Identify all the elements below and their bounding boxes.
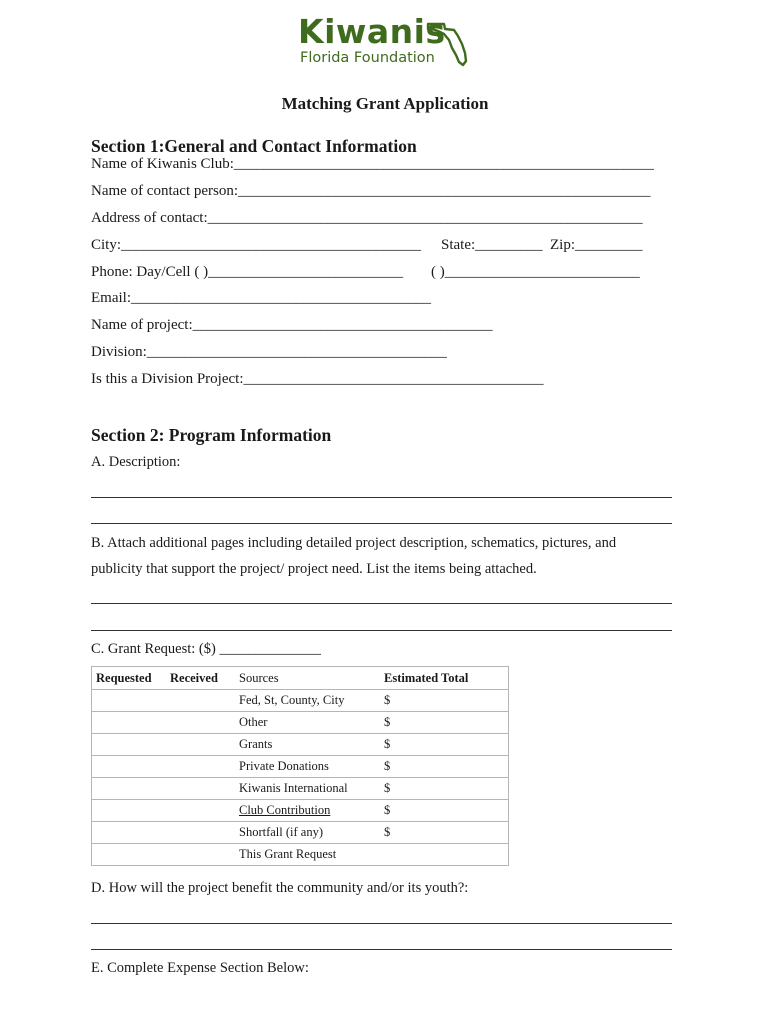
division-project-field[interactable]: Is this a Division Project:________________________________________ (91, 371, 544, 387)
requested-cell[interactable] (92, 756, 167, 778)
table-row (92, 778, 509, 800)
requested-cell[interactable] (92, 690, 167, 712)
club-name-field[interactable]: Name of Kiwanis Club:________________________________________________________ (91, 156, 654, 172)
city-field[interactable]: City:________________________________________ (91, 237, 422, 253)
logo-wordmark: Kiwanis (298, 12, 446, 51)
received-cell[interactable] (166, 822, 235, 844)
source-cell: Other (235, 712, 380, 734)
source-cell: Club Contribution (235, 800, 380, 822)
table-row (92, 712, 509, 734)
community-benefit-question: D. How will the project benefit the community and/or its youth?: (91, 880, 469, 896)
source-cell: Fed, St, County, City (235, 690, 380, 712)
table-row (92, 822, 509, 844)
attachments-line-2[interactable] (91, 630, 672, 631)
table-row (92, 756, 509, 778)
total-cell[interactable] (380, 844, 509, 866)
logo-subtitle: Florida Foundation (300, 50, 435, 66)
total-cell[interactable]: $ (380, 822, 509, 844)
source-cell: Shortfall (if any) (235, 822, 380, 844)
total-cell[interactable]: $ (380, 756, 509, 778)
project-name-field[interactable]: Name of project:________________________________________ (91, 317, 493, 333)
section1-heading: Section 1:General and Contact Information (91, 136, 417, 156)
description-label: A. Description: (91, 454, 181, 470)
table-row (92, 690, 509, 712)
table-header-row (92, 667, 509, 690)
requested-cell[interactable] (92, 778, 167, 800)
grant-request-field[interactable]: C. Grant Request: ($) ______________ (91, 641, 321, 657)
division-field[interactable]: Division:________________________________________ (91, 344, 447, 360)
attachments-instruction-1: B. Attach additional pages including detailed project description, schematics, pictures, and (91, 535, 617, 551)
contact-address-field[interactable]: Address of contact:__________________________________________________________ (91, 210, 643, 226)
col-requested: Requested (92, 667, 167, 690)
col-sources: Sources (235, 667, 380, 690)
received-cell[interactable] (166, 734, 235, 756)
total-cell[interactable]: $ (380, 778, 509, 800)
table-row (92, 844, 509, 866)
section2-heading: Section 2: Program Information (91, 425, 332, 445)
source-cell: Private Donations (235, 756, 380, 778)
attachments-instruction-2: publicity that support the project/ project need. List the items being attached. (91, 561, 537, 577)
benefit-line-2[interactable] (91, 949, 672, 950)
col-estimated-total: Estimated Total (380, 667, 509, 690)
description-line-2[interactable] (91, 523, 672, 524)
table-row (92, 734, 509, 756)
grant-sources-table (91, 666, 509, 866)
state-field[interactable]: State:_________ (441, 237, 543, 253)
total-cell[interactable]: $ (380, 712, 509, 734)
description-line-1[interactable] (91, 497, 672, 498)
phone-day-field[interactable]: Phone: Day/Cell ( )__________________________ (91, 264, 404, 280)
zip-field[interactable]: Zip:_________ (550, 237, 643, 253)
source-cell: This Grant Request (235, 844, 380, 866)
received-cell[interactable] (166, 690, 235, 712)
col-received: Received (166, 667, 235, 690)
expense-section-instruction: E. Complete Expense Section Below: (91, 960, 309, 976)
contact-person-field[interactable]: Name of contact person:_______________________________________________________ (91, 183, 651, 199)
table-row (92, 800, 509, 822)
received-cell[interactable] (166, 778, 235, 800)
source-cell: Kiwanis International (235, 778, 380, 800)
received-cell[interactable] (166, 756, 235, 778)
total-cell[interactable]: $ (380, 734, 509, 756)
requested-cell[interactable] (92, 800, 167, 822)
total-cell[interactable]: $ (380, 690, 509, 712)
requested-cell[interactable] (92, 844, 167, 866)
benefit-line-1[interactable] (91, 923, 672, 924)
received-cell[interactable] (166, 844, 235, 866)
attachments-line-1[interactable] (91, 603, 672, 604)
source-cell: Grants (235, 734, 380, 756)
requested-cell[interactable] (92, 822, 167, 844)
received-cell[interactable] (166, 800, 235, 822)
received-cell[interactable] (166, 712, 235, 734)
phone-alt-field[interactable]: ( )__________________________ (431, 264, 640, 280)
requested-cell[interactable] (92, 734, 167, 756)
kiwanis-logo (298, 14, 478, 70)
page-title: Matching Grant Application (281, 94, 489, 113)
total-cell[interactable]: $ (380, 800, 509, 822)
email-field[interactable]: Email:________________________________________ (91, 290, 431, 306)
requested-cell[interactable] (92, 712, 167, 734)
florida-outline-icon (426, 20, 474, 68)
